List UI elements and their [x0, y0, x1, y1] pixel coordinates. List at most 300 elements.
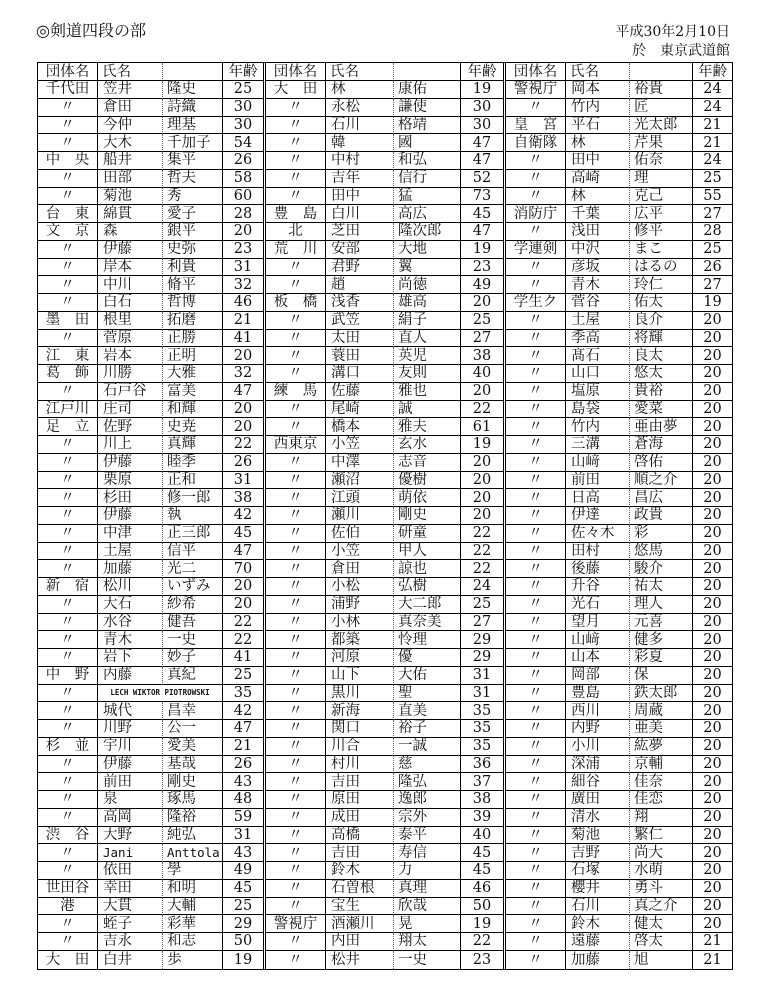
group-cell: 足 立	[38, 418, 98, 436]
given-name-cell: 佑太	[630, 294, 693, 312]
surname-cell: 笠井	[98, 81, 163, 99]
surname-cell: 栗原	[98, 472, 163, 490]
age-cell: 22	[461, 525, 503, 543]
group-cell: 中 野	[38, 667, 98, 685]
given-name-cell: 英児	[394, 347, 461, 365]
group-cell: 〃	[38, 330, 98, 348]
given-name-cell: 広平	[630, 205, 693, 223]
surname-cell: 加藤	[98, 560, 163, 578]
group-cell: 〃	[506, 383, 566, 401]
surname-cell: 橋本	[326, 418, 394, 436]
age-cell: 20	[693, 454, 732, 472]
surname-cell: 佐藤	[326, 383, 394, 401]
group-cell: 警視庁	[506, 81, 566, 99]
surname-cell: 川合	[326, 738, 394, 756]
group-cell: 〃	[506, 365, 566, 383]
surname-cell: 青木	[98, 631, 163, 649]
roster-block	[503, 63, 732, 969]
given-name-cell: 愛子	[163, 205, 223, 223]
group-cell: 〃	[266, 844, 326, 862]
group-cell: 〃	[266, 347, 326, 365]
age-cell: 40	[461, 365, 503, 383]
age-cell: 31	[223, 827, 263, 845]
group-cell: 江戸川	[38, 401, 98, 419]
given-name-cell: 勇斗	[630, 880, 693, 898]
surname-cell: 石川	[566, 898, 630, 916]
age-cell: 35	[223, 685, 263, 703]
age-cell: 31	[461, 667, 503, 685]
group-cell: 〃	[38, 134, 98, 152]
group-cell: 〃	[506, 738, 566, 756]
given-name-cell: 絹子	[394, 312, 461, 330]
age-cell: 20	[461, 383, 503, 401]
age-cell: 35	[461, 720, 503, 738]
age-cell: 47	[223, 543, 263, 561]
surname-cell: 光石	[566, 596, 630, 614]
given-name-cell: 鉄太郎	[630, 685, 693, 703]
given-name-cell: 昌幸	[163, 702, 223, 720]
group-cell: 〃	[506, 436, 566, 454]
group-cell: 〃	[266, 472, 326, 490]
group-cell: 北	[266, 223, 326, 241]
age-cell: 20	[693, 756, 732, 774]
group-cell: 〃	[506, 614, 566, 632]
given-name-cell: 和輝	[163, 401, 223, 419]
group-cell: 〃	[506, 667, 566, 685]
age-cell: 45	[223, 525, 263, 543]
group-cell: 豊 島	[266, 205, 326, 223]
given-name-cell: 史尭	[163, 418, 223, 436]
surname-cell: 菅原	[98, 330, 163, 348]
given-name-cell: 克己	[630, 188, 693, 206]
given-name-cell: 翔太	[394, 933, 461, 951]
age-cell: 29	[223, 915, 263, 933]
group-cell: 〃	[506, 188, 566, 206]
given-name-cell: 翼	[394, 259, 461, 277]
age-cell: 26	[223, 454, 263, 472]
surname-cell: 酒瀬川	[326, 915, 394, 933]
header-group: 団体名	[506, 63, 566, 81]
given-name-cell: いずみ	[163, 578, 223, 596]
document-title: ◎剣道四段の部	[36, 21, 146, 40]
age-cell: 25	[223, 898, 263, 916]
group-cell: 〃	[266, 560, 326, 578]
given-name-cell: 研童	[394, 525, 461, 543]
given-name-cell: 甲人	[394, 543, 461, 561]
age-cell: 70	[223, 560, 263, 578]
surname-cell: 佐々木	[566, 525, 630, 543]
group-cell: 〃	[506, 259, 566, 277]
given-name-cell: 健吾	[163, 614, 223, 632]
surname-cell: 林	[326, 81, 394, 99]
surname-cell: 吉田	[326, 773, 394, 791]
age-cell: 21	[223, 738, 263, 756]
given-name-cell: 彩	[630, 525, 693, 543]
age-cell: 54	[223, 134, 263, 152]
given-name-cell: 力	[394, 862, 461, 880]
group-cell: 〃	[506, 898, 566, 916]
age-cell: 22	[461, 560, 503, 578]
age-cell: 20	[461, 489, 503, 507]
age-cell: 20	[693, 631, 732, 649]
group-cell: 〃	[506, 951, 566, 969]
group-cell: 〃	[38, 99, 98, 117]
given-name-cell: 隆弘	[394, 773, 461, 791]
given-name-cell: 直人	[394, 330, 461, 348]
group-cell: 〃	[506, 560, 566, 578]
age-cell: 31	[223, 259, 263, 277]
surname-cell: 内藤	[98, 667, 163, 685]
given-name-cell: 悠太	[630, 365, 693, 383]
age-cell: 22	[223, 436, 263, 454]
group-cell: 〃	[266, 525, 326, 543]
surname-cell: Jani	[98, 844, 163, 862]
given-name-cell: 誠	[394, 401, 461, 419]
given-name-cell: 悠馬	[630, 543, 693, 561]
age-cell: 58	[223, 170, 263, 188]
given-name-cell: 雅夫	[394, 418, 461, 436]
given-name-cell: 一史	[163, 631, 223, 649]
given-name-cell: 和弘	[394, 152, 461, 170]
age-cell: 20	[693, 773, 732, 791]
given-name-cell: 睦季	[163, 454, 223, 472]
surname-cell: 宝生	[326, 898, 394, 916]
given-name-cell: 蒼海	[630, 436, 693, 454]
surname-cell: 泉	[98, 791, 163, 809]
surname-cell: 江頭	[326, 489, 394, 507]
surname-cell: 尾崎	[326, 401, 394, 419]
surname-cell: 菊池	[566, 827, 630, 845]
given-name-cell: 尚大	[630, 844, 693, 862]
group-cell: 〃	[38, 933, 98, 951]
event-date: 平成30年2月10日	[615, 24, 730, 40]
given-name-cell: 玲仁	[630, 276, 693, 294]
group-cell: 〃	[38, 596, 98, 614]
given-name-cell: 真奈美	[394, 614, 461, 632]
surname-cell: 大石	[98, 596, 163, 614]
surname-cell: 杉田	[98, 489, 163, 507]
group-cell: 〃	[506, 489, 566, 507]
age-cell: 20	[693, 472, 732, 490]
given-name-cell: 純弘	[163, 827, 223, 845]
given-name-cell: 健太	[630, 915, 693, 933]
group-cell: 〃	[506, 720, 566, 738]
given-name-cell: 良太	[630, 347, 693, 365]
surname-cell: 望月	[566, 614, 630, 632]
group-cell: 渋 谷	[38, 827, 98, 845]
surname-cell: 岩下	[98, 649, 163, 667]
group-cell: 〃	[266, 152, 326, 170]
age-cell: 19	[461, 81, 503, 99]
given-name-cell: 裕子	[394, 720, 461, 738]
age-cell: 55	[693, 188, 732, 206]
group-cell: 〃	[38, 649, 98, 667]
group-cell: 自衛隊	[506, 134, 566, 152]
age-cell: 27	[461, 614, 503, 632]
age-cell: 43	[223, 773, 263, 791]
surname-cell: 大貫	[98, 898, 163, 916]
group-cell: 学連剣	[506, 241, 566, 259]
age-cell: 45	[461, 862, 503, 880]
given-name-cell: 理人	[630, 596, 693, 614]
group-cell: 〃	[506, 791, 566, 809]
given-name-cell: 學	[163, 862, 223, 880]
given-name-cell: 光太郎	[630, 117, 693, 135]
group-cell: 〃	[266, 276, 326, 294]
age-cell: 29	[461, 631, 503, 649]
group-cell: 〃	[38, 809, 98, 827]
group-cell: 〃	[38, 560, 98, 578]
group-cell: 〃	[266, 454, 326, 472]
surname-cell: 鈴木	[566, 915, 630, 933]
surname-cell: 成田	[326, 809, 394, 827]
group-cell: 〃	[266, 898, 326, 916]
given-name-cell: 周蔵	[630, 702, 693, 720]
surname-cell: 綿貫	[98, 205, 163, 223]
group-cell: 〃	[266, 365, 326, 383]
surname-cell: 白石	[98, 294, 163, 312]
group-cell: 〃	[506, 685, 566, 703]
given-name-cell: 真理	[394, 880, 461, 898]
group-cell: 〃	[266, 827, 326, 845]
group-cell: 葛 飾	[38, 365, 98, 383]
given-name-cell: 弘樹	[394, 578, 461, 596]
group-cell: 大 田	[266, 81, 326, 99]
age-cell: 20	[693, 844, 732, 862]
surname-cell: 林	[566, 134, 630, 152]
age-cell: 20	[693, 560, 732, 578]
surname-cell: 林	[566, 188, 630, 206]
given-name-cell: 翔	[630, 809, 693, 827]
surname-cell: 大木	[98, 134, 163, 152]
group-cell: 〃	[506, 152, 566, 170]
age-cell: 30	[223, 99, 263, 117]
group-cell: 〃	[38, 170, 98, 188]
surname-cell: 城代	[98, 702, 163, 720]
age-cell: 20	[693, 898, 732, 916]
age-cell: 27	[693, 276, 732, 294]
surname-cell: 田中	[566, 152, 630, 170]
age-cell: 23	[472, 951, 492, 968]
given-name-cell: 慈	[394, 756, 461, 774]
given-name-cell: 元喜	[630, 614, 693, 632]
header-name-blank	[630, 63, 693, 81]
surname-cell: 河原	[326, 649, 394, 667]
given-name-cell: 和明	[163, 880, 223, 898]
age-cell: 36	[461, 756, 503, 774]
age-cell: 20	[693, 543, 732, 561]
header-name-blank	[163, 63, 223, 81]
age-cell: 20	[693, 915, 732, 933]
given-name-cell: 修一郎	[163, 489, 223, 507]
surname-cell: 根里	[98, 312, 163, 330]
given-name-cell: 隆次郎	[394, 223, 461, 241]
age-cell: 47	[461, 152, 503, 170]
surname-cell: 佐伯	[326, 525, 394, 543]
group-cell: 〃	[38, 791, 98, 809]
age-cell: 20	[693, 862, 732, 880]
surname-cell: 季高	[566, 330, 630, 348]
age-cell: 45	[223, 880, 263, 898]
surname-cell: 青木	[566, 276, 630, 294]
group-cell: 〃	[266, 809, 326, 827]
surname-cell: 三溝	[566, 436, 630, 454]
age-cell: 73	[461, 188, 503, 206]
given-name-cell: 正和	[163, 472, 223, 490]
given-name-cell: 光二	[163, 560, 223, 578]
given-name-cell: 銀平	[163, 223, 223, 241]
surname-cell: 浅香	[326, 294, 394, 312]
group-cell: 〃	[506, 773, 566, 791]
surname-cell: 山口	[566, 365, 630, 383]
given-name-cell: 宗外	[394, 809, 461, 827]
surname-cell: 中沢	[566, 241, 630, 259]
age-cell: 20	[693, 436, 732, 454]
group-cell: 〃	[266, 738, 326, 756]
surname-cell: 加藤	[566, 951, 630, 969]
group-cell: 〃	[506, 631, 566, 649]
surname-cell: 小笠	[326, 543, 394, 561]
given-name-cell: 啓太	[630, 933, 693, 951]
given-name-cell: 正明	[163, 347, 223, 365]
age-cell: 52	[461, 170, 503, 188]
surname-cell: 中村	[326, 152, 394, 170]
surname-cell: 伊藤	[98, 241, 163, 259]
surname-cell: 趙	[326, 276, 394, 294]
header-age: 年齢	[461, 63, 503, 81]
group-cell: 〃	[506, 543, 566, 561]
surname-cell: 鈴木	[326, 862, 394, 880]
age-cell: 59	[223, 809, 263, 827]
age-cell: 20	[693, 649, 732, 667]
surname-cell: 中澤	[326, 454, 394, 472]
given-name-cell: 匠	[630, 99, 693, 117]
surname-cell: 高崎	[566, 170, 630, 188]
given-name-cell: 聖	[394, 685, 461, 703]
given-name-cell: 集平	[163, 152, 223, 170]
given-name-cell: 尚徳	[394, 276, 461, 294]
age-cell: 35	[461, 702, 503, 720]
given-name-cell: 保	[630, 667, 693, 685]
given-name-cell: 怜理	[394, 631, 461, 649]
age-cell: 19	[233, 951, 253, 968]
surname-cell: 伊達	[566, 507, 630, 525]
age-cell: 20	[693, 418, 732, 436]
group-cell: 〃	[506, 933, 566, 951]
group-cell: 〃	[38, 294, 98, 312]
group-cell: 〃	[266, 773, 326, 791]
age-cell: 20	[693, 738, 732, 756]
group-cell: 〃	[506, 596, 566, 614]
surname-cell: 韓	[326, 134, 394, 152]
surname-cell: 細谷	[566, 773, 630, 791]
given-name-cell: 祐太	[630, 578, 693, 596]
surname-cell: 大野	[98, 827, 163, 845]
age-cell: 38	[461, 791, 503, 809]
given-name-cell: 國	[394, 134, 461, 152]
given-name-cell: 史弥	[163, 241, 223, 259]
surname-cell: 溝口	[326, 365, 394, 383]
age-cell: 20	[693, 489, 732, 507]
age-cell: 60	[223, 188, 263, 206]
surname-cell: 岡部	[566, 667, 630, 685]
age-cell: 30	[223, 117, 263, 135]
group-cell: 〃	[506, 862, 566, 880]
age-cell: 50	[461, 898, 503, 916]
age-cell: 23	[223, 241, 263, 259]
group-cell: 〃	[266, 756, 326, 774]
surname-cell: 島袋	[566, 401, 630, 419]
age-cell: 26	[223, 756, 263, 774]
given-name-cell: 真輝	[163, 436, 223, 454]
group-cell: 〃	[38, 756, 98, 774]
given-name-cell: 哲夫	[163, 170, 223, 188]
group-cell: 〃	[266, 489, 326, 507]
given-name-cell: 玄水	[394, 436, 461, 454]
surname-cell: 日高	[566, 489, 630, 507]
given-name-cell: 彩夏	[630, 649, 693, 667]
group-cell: 〃	[38, 454, 98, 472]
age-cell: 19	[461, 241, 503, 259]
age-cell: 20	[223, 347, 263, 365]
given-name-cell: 妙子	[163, 649, 223, 667]
surname-cell: 髙石	[566, 347, 630, 365]
group-cell: 〃	[266, 134, 326, 152]
surname-cell: 白井	[98, 951, 163, 969]
group-cell: 〃	[506, 649, 566, 667]
group-cell: 〃	[506, 170, 566, 188]
surname-cell: 村川	[326, 756, 394, 774]
group-cell: 〃	[38, 915, 98, 933]
age-cell: 46	[461, 880, 503, 898]
age-cell: 20	[693, 720, 732, 738]
given-name-cell: 修平	[630, 223, 693, 241]
given-name-cell: 高広	[394, 205, 461, 223]
age-cell: 20	[461, 294, 503, 312]
age-cell: 20	[461, 454, 503, 472]
surname-cell: 石川	[326, 117, 394, 135]
group-cell: 〃	[506, 472, 566, 490]
surname-cell: 蛭子	[98, 915, 163, 933]
given-name-cell: 琢馬	[163, 791, 223, 809]
surname-cell: 山下	[326, 667, 394, 685]
surname-cell: 松井	[326, 951, 394, 969]
surname-cell: 後藤	[566, 560, 630, 578]
surname-cell: 小笠	[326, 436, 394, 454]
age-cell: 20	[693, 507, 732, 525]
header-name-blank	[394, 63, 461, 81]
given-name-cell: 紘夢	[630, 738, 693, 756]
age-cell: 20	[693, 525, 732, 543]
given-name-cell: 逸郎	[394, 791, 461, 809]
surname-cell: 瀬沼	[326, 472, 394, 490]
age-cell: 22	[461, 401, 503, 419]
surname-cell: 浦野	[326, 596, 394, 614]
surname-cell: 小林	[326, 614, 394, 632]
surname-cell: 中津	[98, 525, 163, 543]
group-cell: 〃	[266, 578, 326, 596]
surname-cell: 黒川	[326, 685, 394, 703]
age-cell: 22	[223, 631, 263, 649]
surname-cell: 前田	[98, 773, 163, 791]
given-name-cell: 真紀	[163, 667, 223, 685]
group-cell: 〃	[506, 702, 566, 720]
age-cell: 43	[223, 844, 263, 862]
age-cell: 40	[461, 827, 503, 845]
surname-cell: 松川	[98, 578, 163, 596]
surname-cell: 依田	[98, 862, 163, 880]
age-cell: 37	[461, 773, 503, 791]
